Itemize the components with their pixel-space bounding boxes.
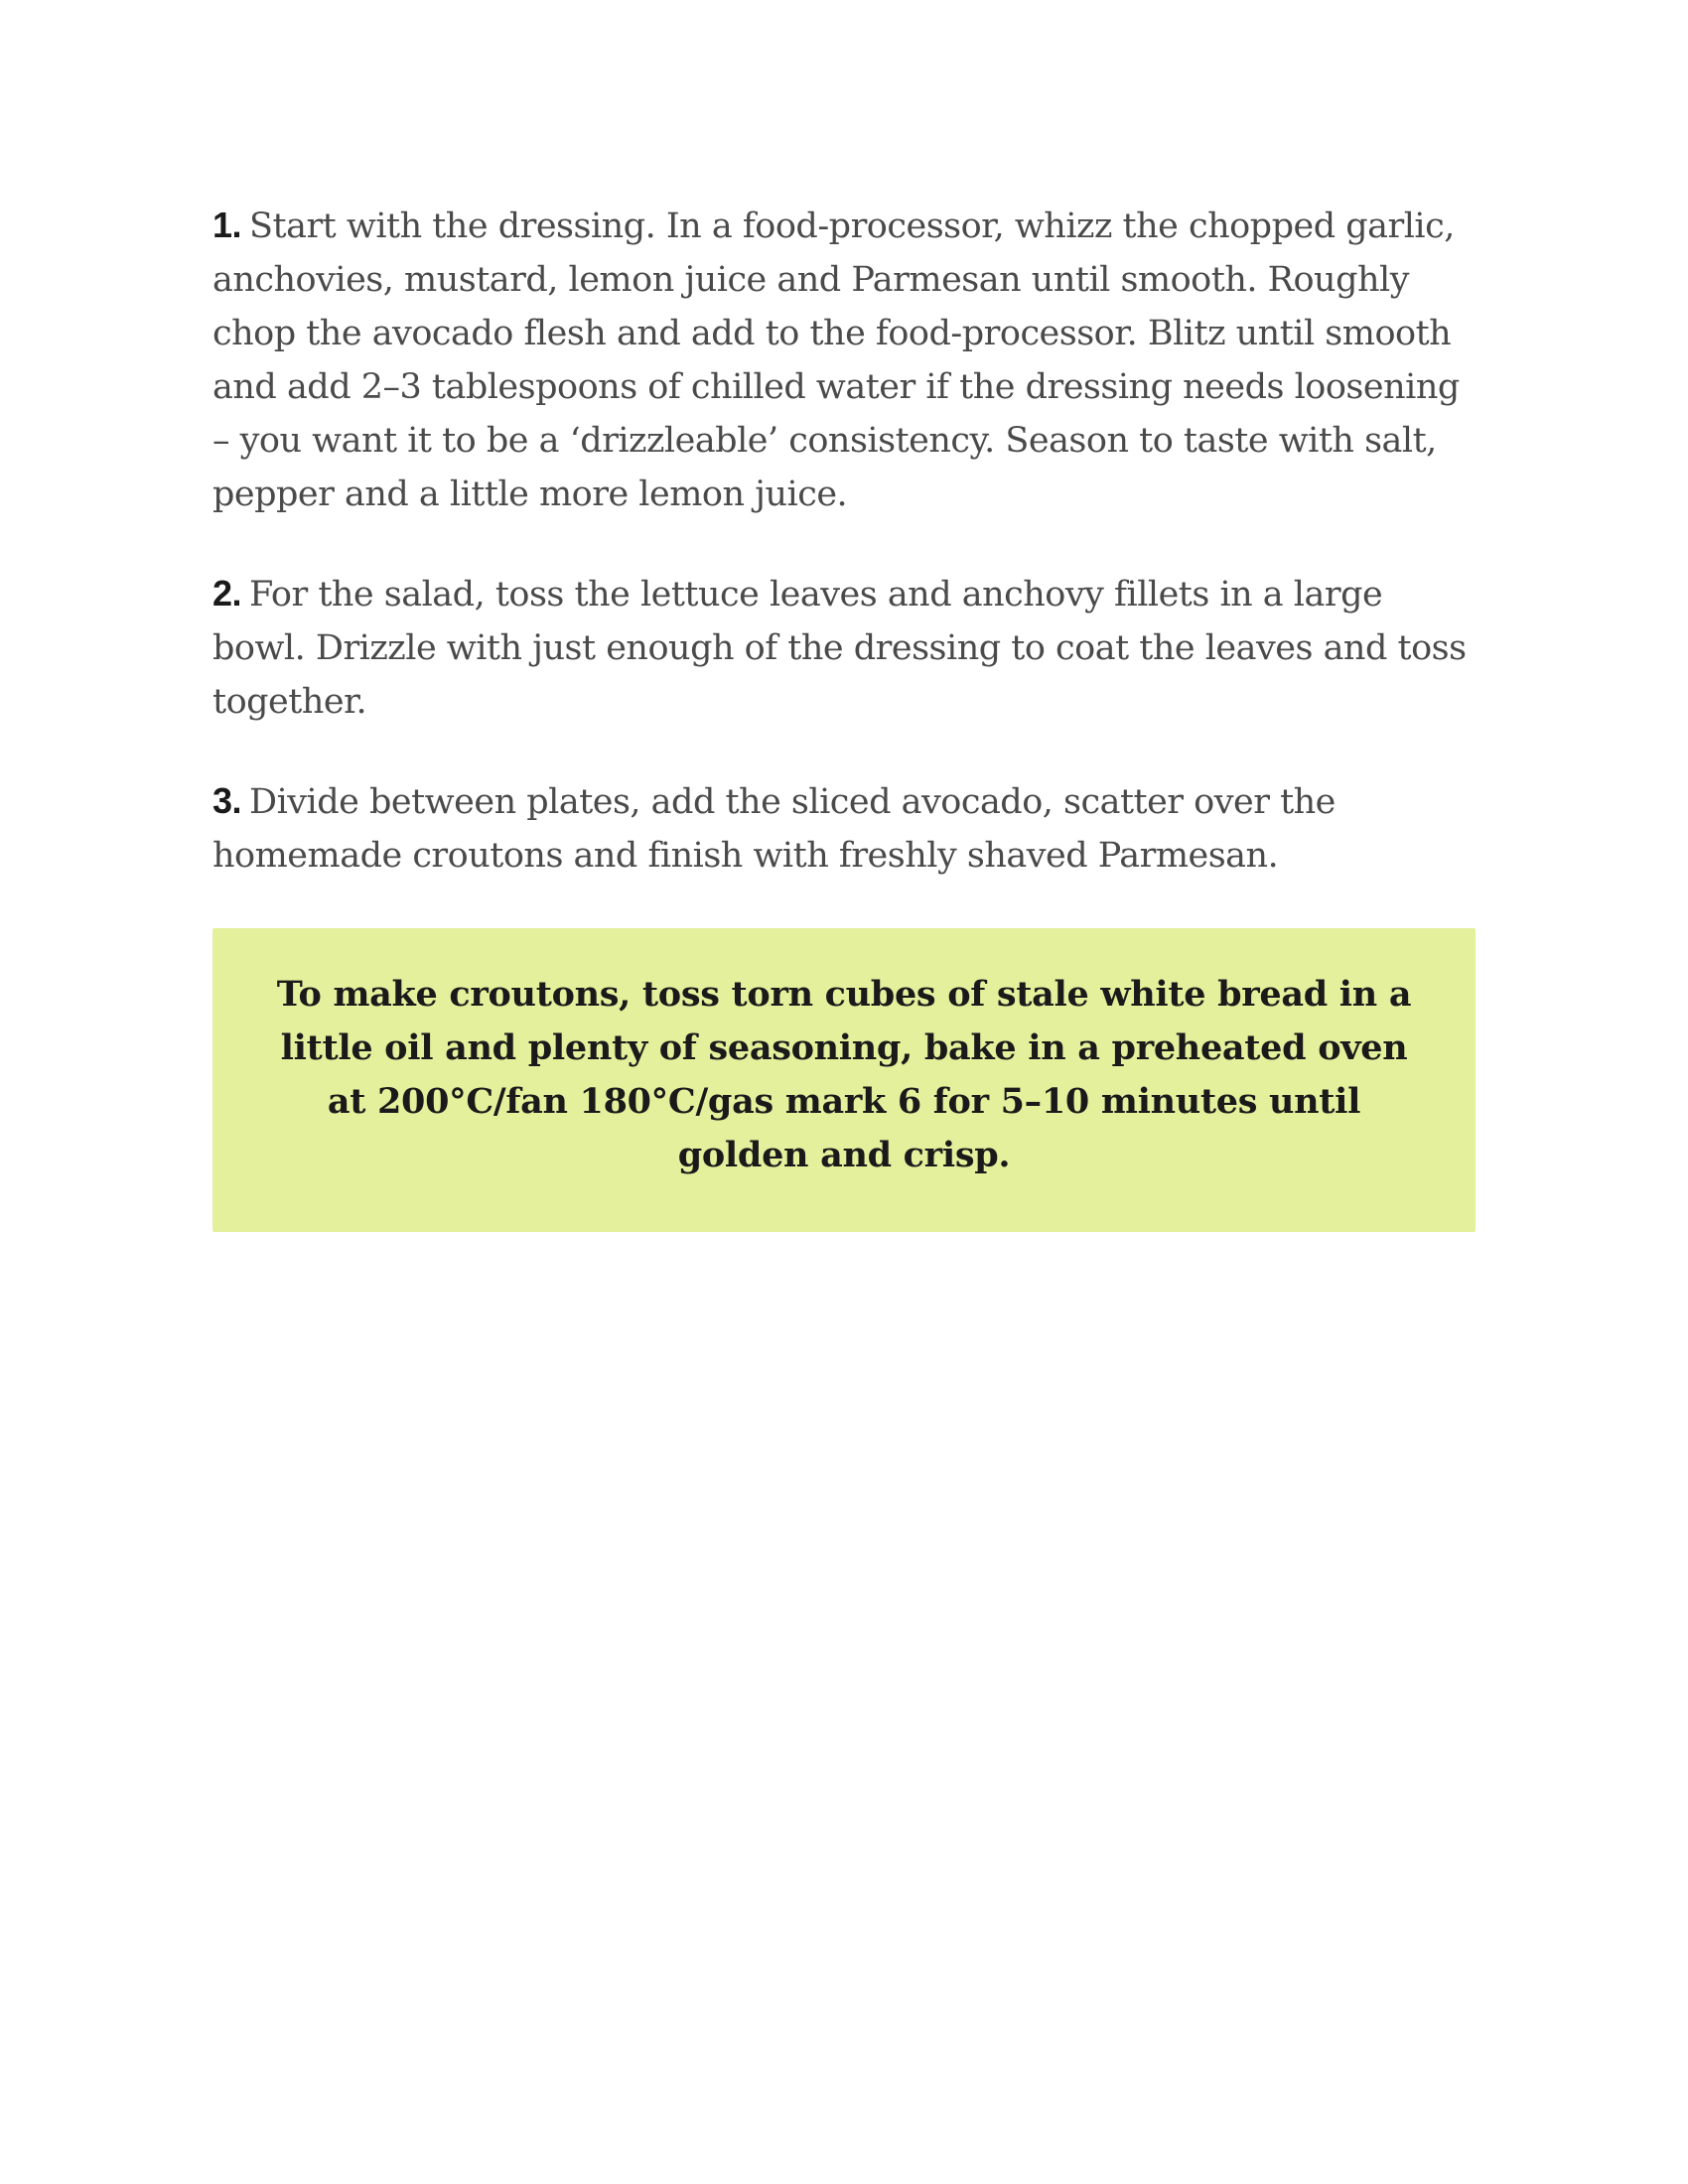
method-step-3	[212, 774, 1476, 883]
step-text: Start with the dressing. In a food-processor, whizz the chopped garlic, anchovies, mustard, lemon juice and Parmesan until smooth. Roughly chop the avocado flesh and add to the food-processor. Blitz until smooth and add 2–3 tablespoons of chilled water if the dressing needs loosening – you want it to be a ‘drizzleable’ consistency. Season to taste with salt, pepper and a little more lemon juice.	[212, 206, 1460, 514]
step-number: 1.	[212, 205, 242, 245]
method-step-2	[212, 567, 1476, 729]
croutons-tip-box	[212, 928, 1476, 1232]
step-text: Divide between plates, add the sliced avocado, scatter over the homemade croutons and finish with freshly shaved Parmesan.	[212, 782, 1336, 876]
recipe-method	[212, 199, 1476, 1232]
step-number: 2.	[212, 573, 242, 614]
step-text: For the salad, toss the lettuce leaves and anchovy fillets in a large bowl. Drizzle with just enough of the dressing to coat the leaves and toss together.	[212, 575, 1467, 722]
step-number: 3.	[212, 780, 242, 821]
method-step-1	[212, 199, 1476, 521]
croutons-tip-text: To make croutons, toss torn cubes of stale white bread in a little oil and plenty of seasoning, bake in a preheated oven at 200°C/fan 180°C/gas mark 6 for 5–10 minutes until golden and crisp.	[276, 974, 1412, 1175]
